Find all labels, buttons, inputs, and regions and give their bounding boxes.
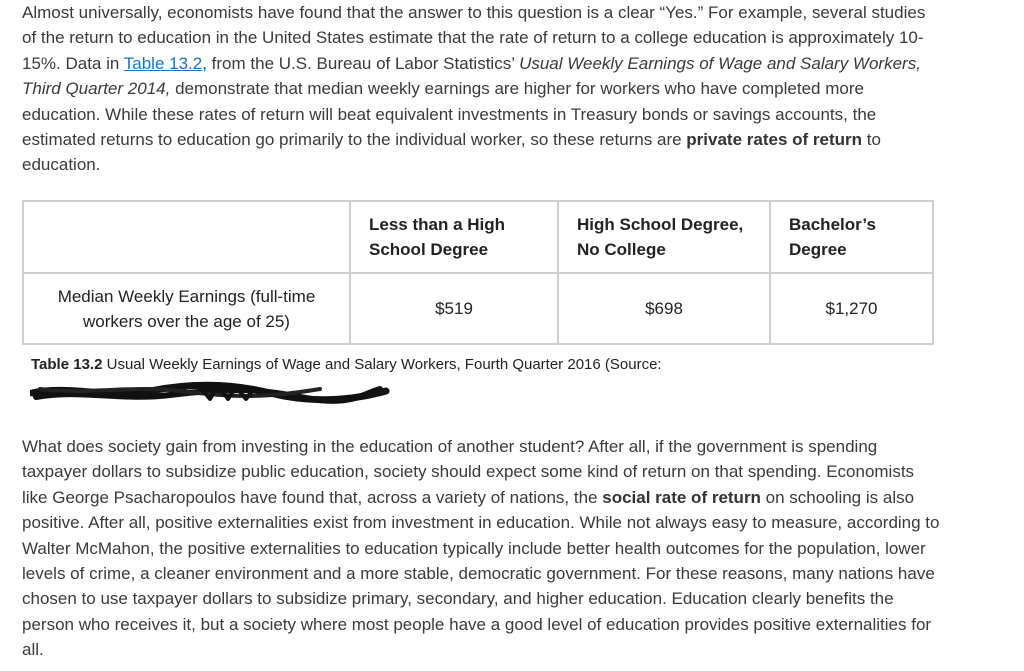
header-empty-cell bbox=[23, 201, 350, 273]
value-less-than-high-school: $519 bbox=[350, 273, 558, 344]
private-rates-term: private rates of return bbox=[686, 130, 863, 150]
redaction-scribble bbox=[30, 379, 390, 405]
para2-text-1: What does society gain from investing in the education of another student? After all, if the government is spending taxpayer dollars to subsidize public education, society should expect some kind of return on that spending. Economists like George Psacharopoulos have found that, across a variety of nations, the bbox=[22, 437, 915, 507]
para2-text-2: on schooling is also positive. After all, positive externalities exist from investment in education. While not always easy to measure, according to Walter McMahon, the positive externalities to education typically include better health outcomes for the population, lower levels of crime, a cleaner environment and a more stable, democratic government. For these reasons, many nations have chosen to use taxpayer dollars to subsidize primary, secondary, and higher education. Education clearly benefits the person who receives it, but a society where most people have a good level of education provides positive externalities for all. bbox=[22, 487, 940, 660]
para1-text-4: to education. bbox=[22, 130, 881, 175]
value-bachelors-degree: $1,270 bbox=[770, 273, 933, 344]
intro-paragraph bbox=[22, 0, 942, 178]
social-return-paragraph bbox=[22, 434, 942, 663]
header-high-school-no-college: High School Degree, No College bbox=[558, 201, 770, 273]
table-caption bbox=[31, 355, 662, 375]
header-bachelors-degree: Bachelor’s Degree bbox=[770, 201, 933, 273]
earnings-table bbox=[22, 200, 934, 345]
table-13-2-link[interactable]: Table 13.2 bbox=[123, 53, 203, 73]
table-header-row bbox=[23, 201, 933, 273]
header-less-than-high-school: Less than a High School Degree bbox=[350, 201, 558, 273]
caption-text: Usual Weekly Earnings of Wage and Salary Workers, Fourth Quarter 2016 (Source: bbox=[102, 356, 662, 373]
para1-text-1: Almost universally, economists have found that the answer to this question is a clear “Yes.” For example, several studies of the return to education in the United States estimate that the rate of return to a college education is approximately 10-15%. Data in bbox=[22, 3, 926, 73]
table-row bbox=[23, 273, 933, 344]
social-rate-term: social rate of return bbox=[602, 487, 761, 507]
report-title-italic: Usual Weekly Earnings of Wage and Salary Workers, Third Quarter 2014, bbox=[22, 53, 921, 99]
row-label-median-weekly-earnings: Median Weekly Earnings (full-time workers over the age of 25) bbox=[23, 273, 350, 344]
value-high-school-no-college: $698 bbox=[558, 273, 770, 344]
caption-label: Table 13.2 bbox=[31, 356, 103, 373]
para1-text-2: , from the U.S. Bureau of Labor Statistics’ bbox=[202, 53, 520, 73]
para1-text-3: demonstrate that median weekly earnings are higher for workers who have completed more education. While these rates of return will beat equivalent investments in Treasury bonds or savings accounts, the estimated returns to education go primarily to the individual worker, so these returns are bbox=[22, 79, 877, 150]
